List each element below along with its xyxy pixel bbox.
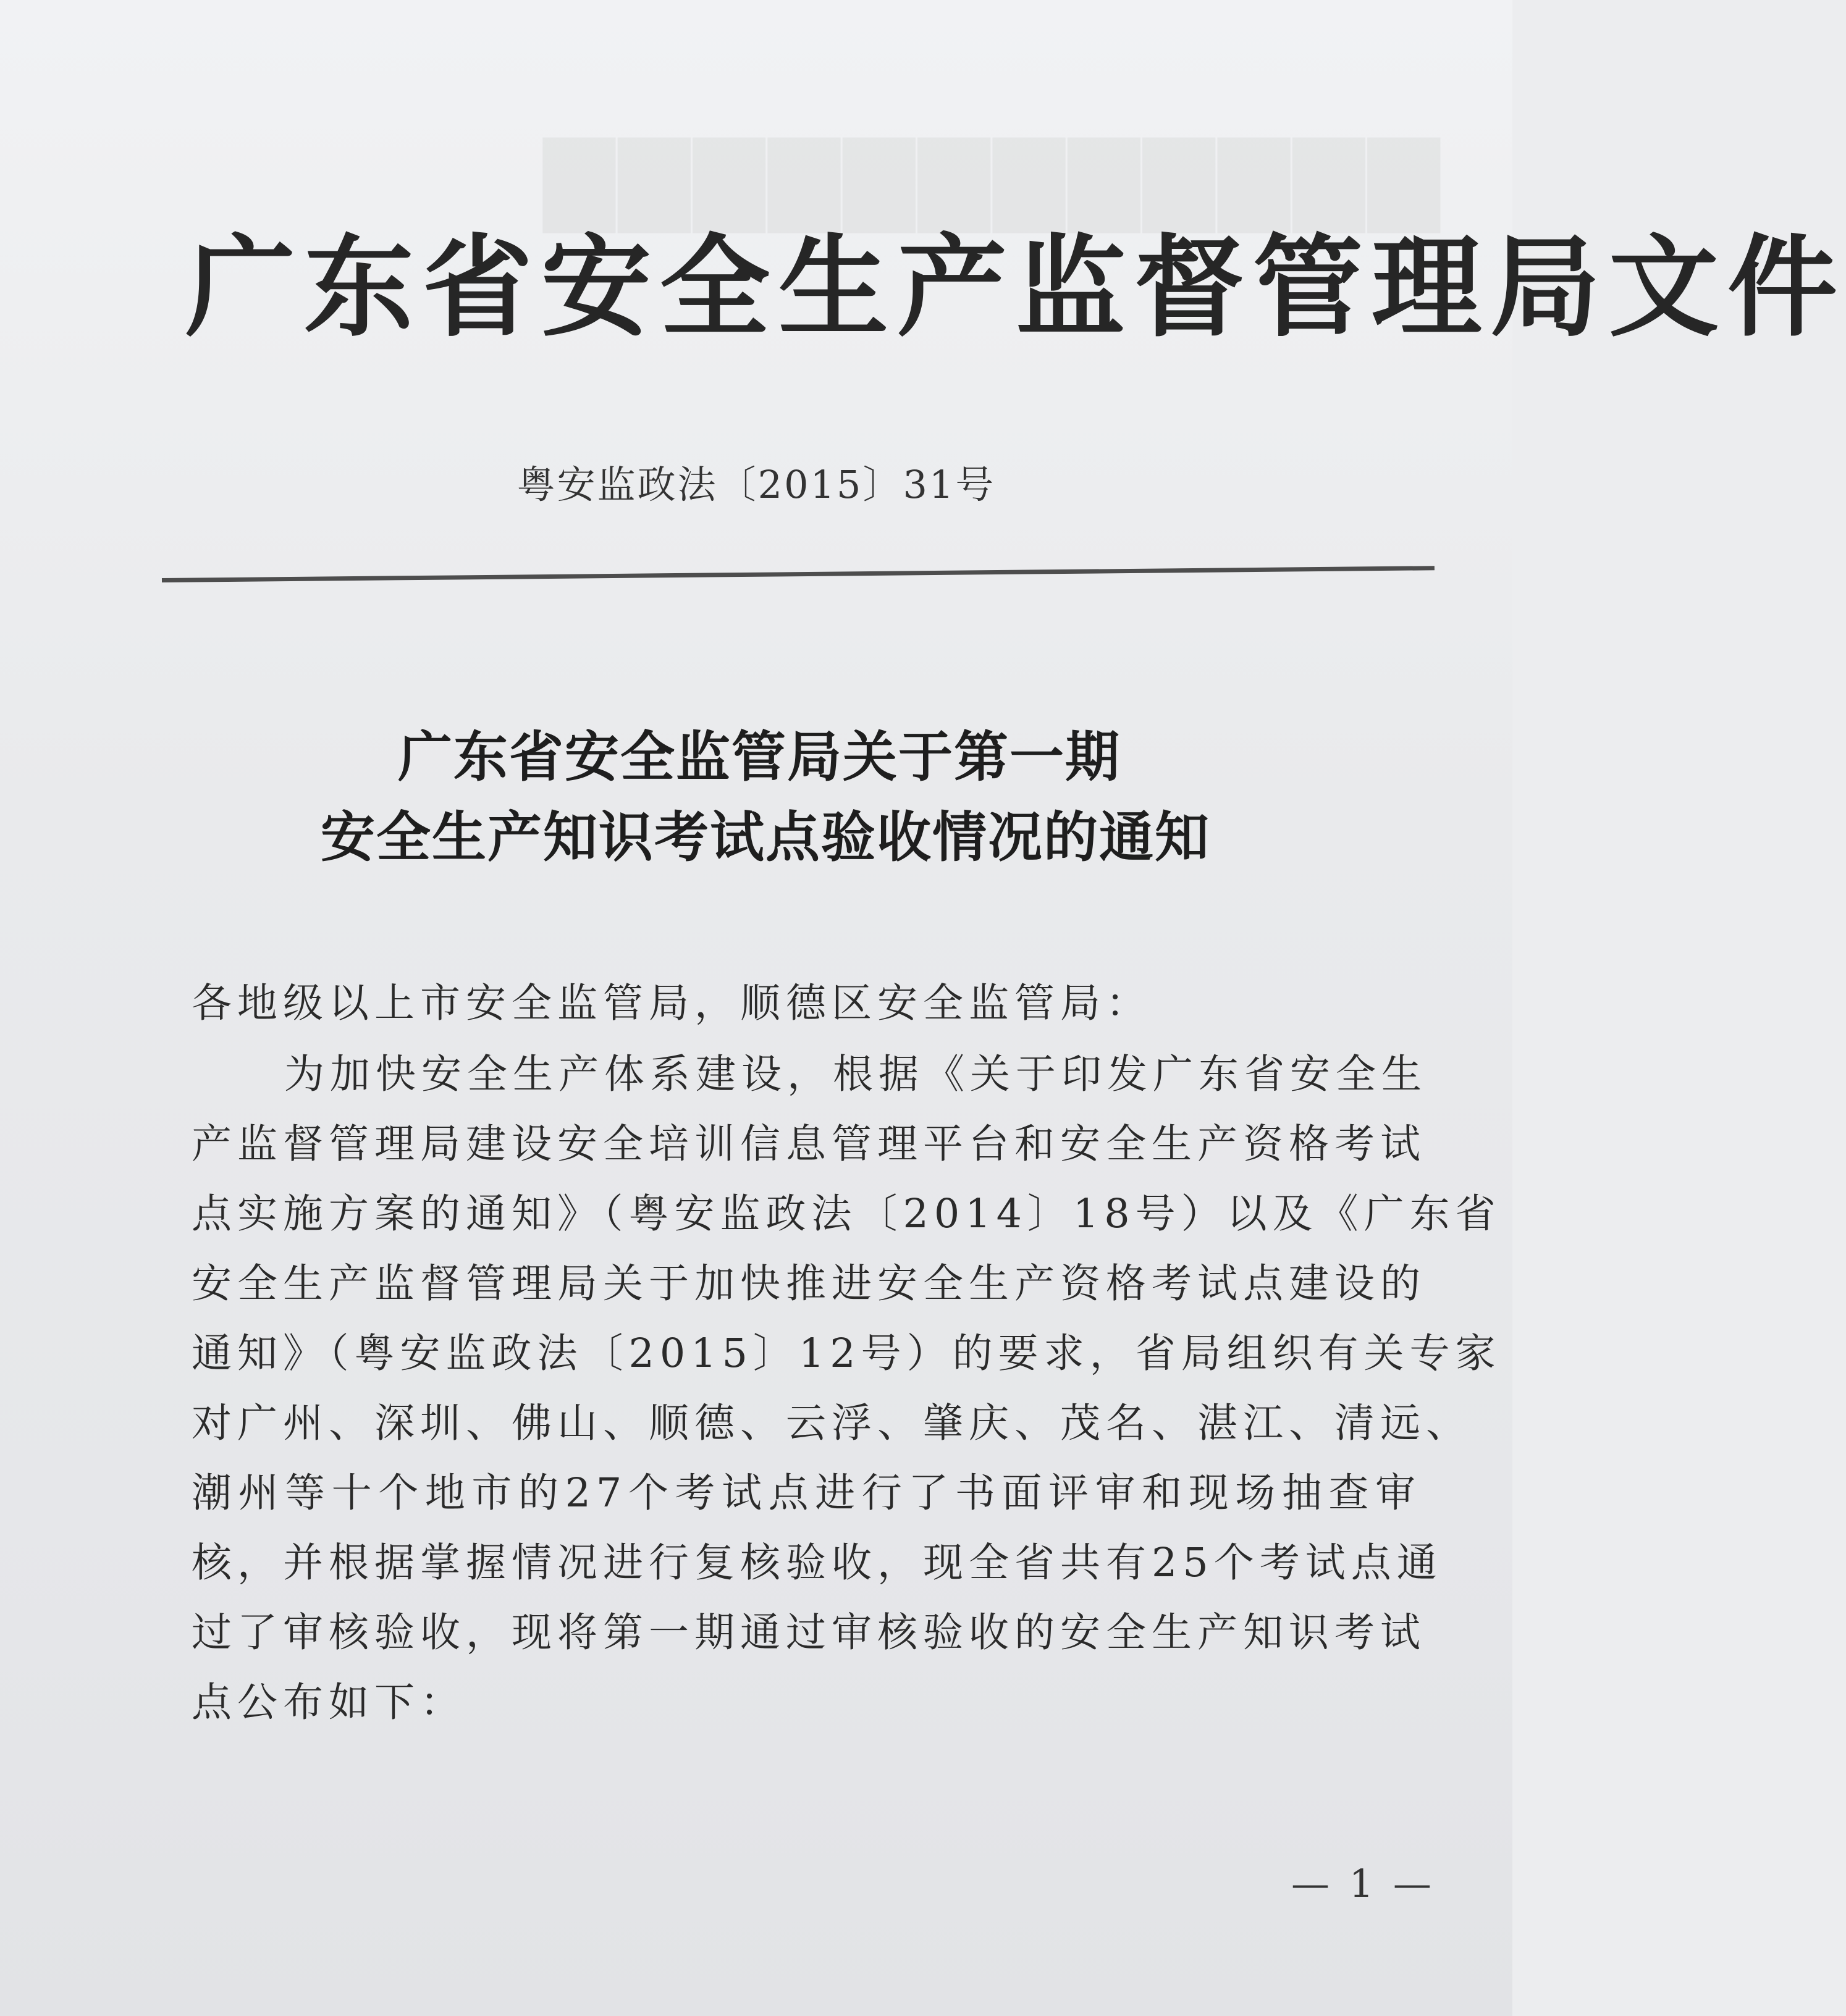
- salutation: 各地级以上市安全监管局，顺德区安全监管局：: [192, 980, 1152, 1027]
- body-line: 通知》（粤安监政法〔2015〕12号）的要求，省局组织有关专家: [192, 1330, 1501, 1377]
- body-line: 点公布如下：: [192, 1679, 466, 1726]
- page-number: — 1 —: [1291, 1861, 1435, 1906]
- body-line: 过了审核验收，现将第一期通过审核验收的安全生产知识考试: [192, 1610, 1427, 1656]
- body-line: 核，并根据掌握情况进行复核验收，现全省共有25个考试点通: [192, 1540, 1443, 1586]
- notice-title-line-1: 广东省安全监管局关于第一期: [397, 724, 1121, 789]
- body-line: 产监督管理局建设安全培训信息管理平台和安全生产资格考试: [192, 1121, 1427, 1167]
- body-line: 安全生产监督管理局关于加快推进安全生产资格考试点建设的: [192, 1261, 1427, 1307]
- document-number: 粤安监政法〔2015〕31号: [516, 462, 996, 507]
- document-header-title: 广东省安全生产监督管理局文件: [185, 222, 1846, 351]
- header-divider: [162, 566, 1435, 582]
- body-line: 为加快安全生产体系建设，根据《关于印发广东省安全生: [284, 1051, 1428, 1098]
- body-line: 潮州等十个地市的27个考试点进行了书面评审和现场抽查审: [192, 1470, 1421, 1516]
- bleed-through-text: ▇▇▇▇▇▇▇▇▇▇▇▇: [539, 124, 1439, 232]
- body-line: 点实施方案的通知》（粤安监政法〔2014〕18号）以及《广东省: [192, 1191, 1501, 1237]
- body-line: 对广州、深圳、佛山、顺德、云浮、肇庆、茂名、湛江、清远、: [192, 1400, 1472, 1447]
- notice-title-line-2: 安全生产知识考试点验收情况的通知: [320, 805, 1210, 869]
